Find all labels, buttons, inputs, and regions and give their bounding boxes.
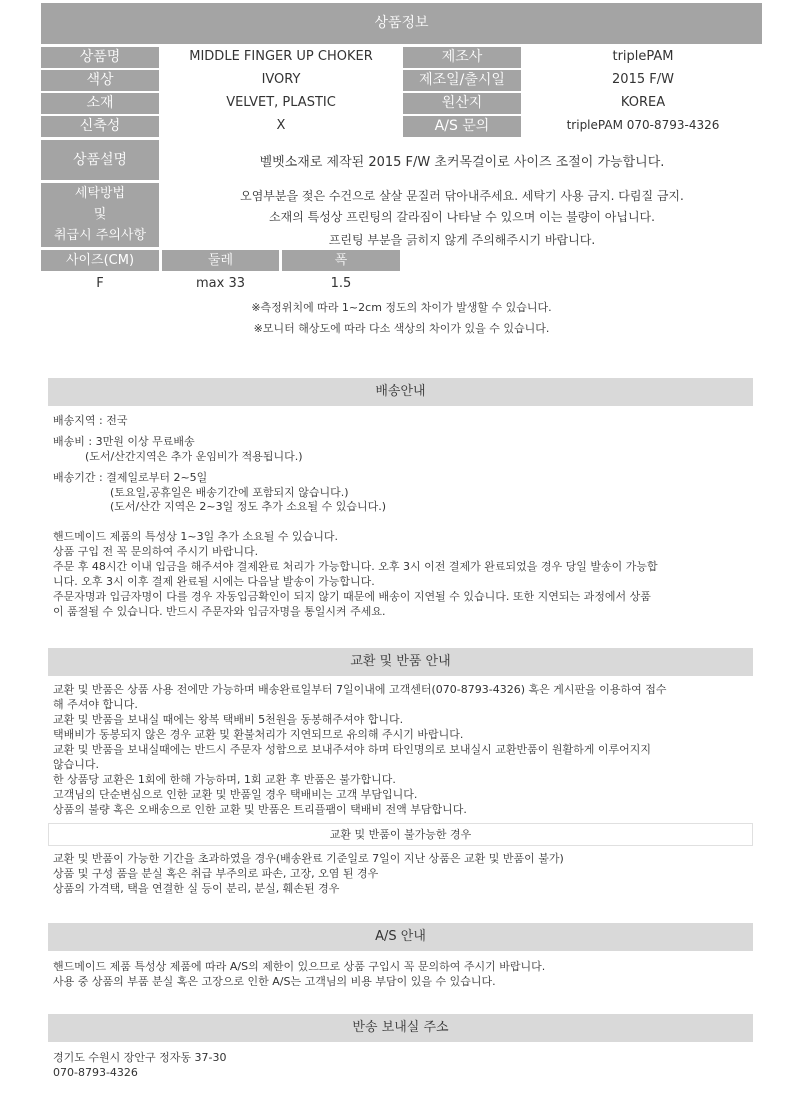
shipping-notice-6: 이 품절될 수 있습니다. 반드시 주문자와 입금자명을 통일시켜 주세요. — [53, 605, 386, 618]
return-address: 경기도 수원시 장안구 정자동 37-30 — [53, 1051, 227, 1064]
care-line-3: 프린팅 부분을 긁히지 않게 주의해주시기 바랍니다. — [328, 233, 596, 247]
exchange-unavailable-3: 상품의 가격택, 택을 연결한 실 등이 분리, 분실, 훼손된 경우 — [53, 882, 340, 895]
product-info-header: 상품정보 — [41, 3, 762, 44]
as-inquiry-label: A/S 문의 — [403, 116, 521, 137]
shipping-fee: 배송비 : 3만원 이상 무료배송 — [53, 435, 195, 448]
product-description: 벨벳소재로 제작된 2015 F/W 초커목걸이로 사이즈 조절이 가능합니다. — [259, 155, 665, 170]
exchange-line-2: 해 주셔야 합니다. — [53, 698, 138, 711]
exchange-line-6: 않습니다. — [53, 758, 100, 771]
manufacturer-label: 제조사 — [403, 47, 521, 68]
care-label-line-2: 및 — [93, 207, 107, 222]
size-header-circumference: 둘레 — [162, 250, 279, 271]
exchange-line-8: 고객님의 단순변심으로 인한 교환 및 반품일 경우 택배비는 고객 부담입니다. — [53, 788, 418, 801]
origin-value: KOREA — [620, 95, 666, 110]
shipping-notice-3: 주문 후 48시간 이내 입금을 해주셔야 결제완료 처리가 가능합니다. 오후 3시 이전 결제가 완료되었을 경우 당일 발송이 가능합 — [53, 560, 658, 573]
shipping-period: 배송기간 : 결제일로부터 2~5일 — [53, 471, 208, 484]
release-date-value: 2015 F/W — [612, 72, 674, 87]
elasticity-label: 신축성 — [41, 116, 159, 137]
care-label-line-3: 취급시 주의사항 — [53, 228, 147, 243]
exchange-line-3: 교환 및 반품을 보내실 때에는 왕복 택배비 5천원을 동봉해주셔야 합니다. — [53, 713, 404, 726]
shipping-period-note-2: (도서/산간 지역은 2~3일 정도 추가 소요될 수 있습니다.) — [110, 500, 386, 513]
care-label — [41, 183, 159, 247]
description-label: 상품설명 — [41, 140, 159, 180]
size-header-size: 사이즈(CM) — [41, 250, 159, 271]
as-header: A/S 안내 — [48, 923, 753, 951]
material-value: VELVET, PLASTIC — [226, 95, 336, 110]
shipping-notice-5: 주문자명과 입금자명이 다를 경우 자동입금확인이 되지 않기 때문에 배송이 지연될 수 있습니다. 또한 지연되는 과정에서 상품 — [53, 590, 651, 603]
measurement-note: ※측정위치에 따라 1~2cm 정도의 차이가 발생할 수 있습니다. — [251, 301, 552, 314]
exchange-unavailable-1: 교환 및 반품이 가능한 기간을 초과하였을 경우(배송완료 기준일로 7일이 지난 상품은 교환 및 반품이 불가) — [53, 852, 564, 865]
as-line-2: 사용 중 상품의 부품 분실 혹은 고장으로 인한 A/S는 고객님의 비용 부담이 있을 수 있습니다. — [53, 975, 496, 988]
color-label: 색상 — [41, 70, 159, 91]
origin-label: 원산지 — [403, 93, 521, 114]
return-address-header: 반송 보내실 주소 — [48, 1014, 753, 1042]
exchange-line-4: 택배비가 동봉되지 않은 경우 교환 및 환불처리가 지연되므로 유의해 주시기 바랍니다. — [53, 728, 464, 741]
care-line-2: 소재의 특성상 프린팅의 갈라짐이 나타날 수 있으며 이는 불량이 아닙니다. — [269, 210, 655, 224]
as-line-1: 핸드메이드 제품 특성상 제품에 따라 A/S의 제한이 있으므로 상품 구입시 꼭 문의하여 주시기 바랍니다. — [53, 960, 546, 973]
shipping-period-note-1: (토요일,공휴일은 배송기간에 포함되지 않습니다.) — [110, 486, 349, 499]
shipping-area: 배송지역 : 전국 — [53, 414, 128, 427]
exchange-line-7: 한 상품당 교환은 1회에 한해 가능하며, 1회 교환 후 반품은 불가합니다. — [53, 773, 396, 786]
care-line-1: 오염부분을 젖은 수건으로 살살 문질러 닦아내주세요. 세탁기 사용 금지. 다림질 금지. — [240, 189, 684, 203]
size-header-width: 폭 — [282, 250, 400, 271]
monitor-note: ※모니터 해상도에 따라 다소 색상의 차이가 있을 수 있습니다. — [253, 322, 550, 335]
exchange-line-5: 교환 및 반품을 보내실때에는 반드시 주문자 성함으로 보내주셔야 하며 타인명의로 보내실시 교환반품이 원활하게 이루어지지 — [53, 743, 652, 756]
exchange-header: 교환 및 반품 안내 — [48, 648, 753, 676]
product-name-value: MIDDLE FINGER UP CHOKER — [189, 49, 373, 64]
manufacturer-value: triplePAM — [612, 49, 674, 64]
exchange-unavailable-header: 교환 및 반품이 불가능한 경우 — [48, 823, 753, 846]
shipping-fee-note: (도서/산간지역은 추가 운임비가 적용됩니다.) — [85, 450, 303, 463]
size-cell-width: 1.5 — [330, 276, 352, 291]
shipping-notice-1: 핸드메이드 제품의 특성상 1~3일 추가 소요될 수 있습니다. — [53, 530, 338, 543]
release-date-label: 제조일/출시일 — [403, 70, 521, 91]
as-inquiry-value: triplePAM 070-8793-4326 — [566, 118, 720, 132]
exchange-line-1: 교환 및 반품은 상품 사용 전에만 가능하며 배송완료일부터 7일이내에 고객센터(070-8793-4326) 혹은 게시판을 이용하여 접수 — [53, 683, 667, 696]
product-name-label: 상품명 — [41, 47, 159, 68]
exchange-line-9: 상품의 불량 혹은 오배송으로 인한 교환 및 반품은 트리플팸이 택배비 전액 부담합니다. — [53, 803, 467, 816]
elasticity-value: X — [276, 118, 286, 133]
size-cell-size: F — [96, 276, 104, 291]
shipping-notice-4: 니다. 오후 3시 이후 결제 완료될 시에는 다음날 발송이 가능합니다. — [53, 575, 375, 588]
color-value: IVORY — [261, 72, 301, 87]
return-phone: 070-8793-4326 — [53, 1066, 138, 1079]
size-cell-circumference: max 33 — [196, 276, 245, 291]
material-label: 소재 — [41, 93, 159, 114]
care-label-line-1: 세탁방법 — [74, 186, 126, 201]
exchange-unavailable-2: 상품 및 구성 품을 분실 혹은 취급 부주의로 파손, 고장, 오염 된 경우 — [53, 867, 379, 880]
shipping-notice-2: 상품 구입 전 꼭 문의하여 주시기 바랍니다. — [53, 545, 259, 558]
shipping-header: 배송안내 — [48, 378, 753, 406]
